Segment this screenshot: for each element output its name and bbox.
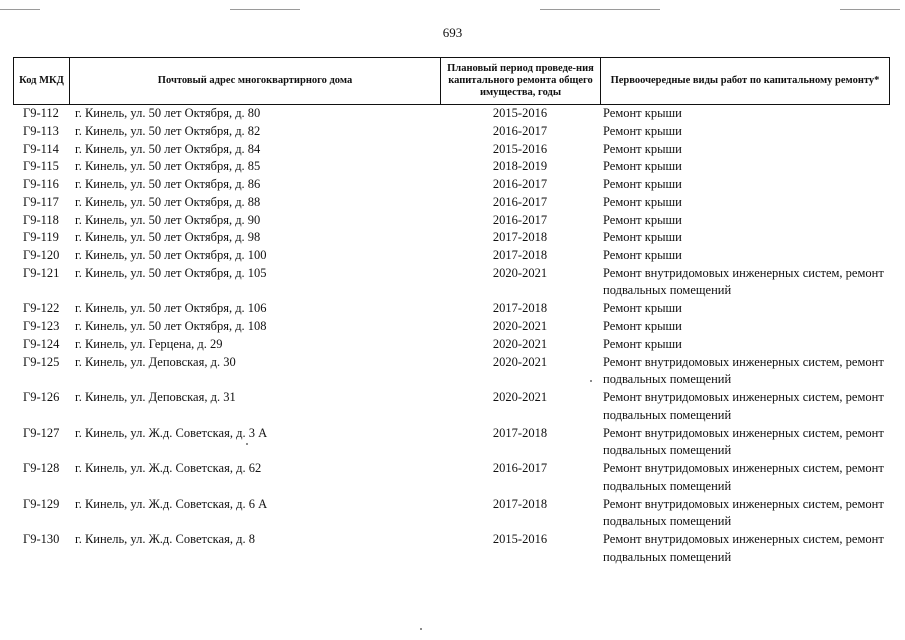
cell-code: Г9-128: [23, 461, 60, 475]
table-row: [13, 460, 890, 496]
cell-period: 2020-2021: [492, 354, 548, 369]
cell-works: Ремонт внутридомовых инженерных систем, ремонт подвальных помещений: [603, 461, 884, 493]
cell-code: Г9-113: [23, 123, 59, 138]
cell-works: Ремонт внутридомовых инженерных систем, ремонт подвальных помещений: [603, 390, 884, 422]
cell-period: 2016-2017: [492, 461, 548, 475]
scan-artifact-line: [540, 9, 660, 10]
scan-artifact-line: [230, 9, 300, 10]
scan-artifact-line: [0, 9, 40, 10]
cell-code: Г9-126: [23, 390, 60, 404]
cell-works: Ремонт крыши: [603, 248, 682, 262]
cell-address: г. Кинель, ул. 50 лет Октября, д. 106: [75, 301, 267, 316]
header-works: Первоочередные виды работ по капитальному ремонту*: [610, 75, 880, 86]
table-row: [13, 318, 890, 336]
cell-address: г. Кинель, ул. Ж.д. Советская, д. 62: [75, 461, 262, 475]
table-body: [13, 105, 890, 567]
cell-address: г. Кинель, ул. 50 лет Октября, д. 82: [75, 123, 261, 138]
table-row: [13, 247, 890, 265]
cell-period: 2020-2021: [492, 265, 548, 280]
cell-code: Г9-120: [23, 248, 60, 262]
cell-code: Г9-127: [23, 425, 60, 440]
cell-works: Ремонт крыши: [603, 159, 682, 174]
scan-speck: [246, 443, 248, 445]
cell-period: 2016-2017: [492, 177, 548, 191]
cell-code: Г9-121: [23, 265, 60, 280]
cell-code: Г9-114: [23, 141, 59, 156]
cell-period: 2020-2021: [492, 319, 548, 333]
cell-works: Ремонт крыши: [603, 319, 682, 333]
cell-code: Г9-124: [23, 336, 60, 351]
cell-address: г. Кинель, ул. Ж.д. Советская, д. 8: [75, 532, 255, 546]
cell-period: 2020-2021: [492, 390, 548, 404]
cell-works: Ремонт внутридомовых инженерных систем, ремонт подвальных помещений: [603, 532, 884, 564]
cell-works: Ремонт крыши: [603, 301, 682, 316]
cell-period: 2016-2017: [492, 212, 548, 227]
cell-period: 2017-2018: [492, 248, 548, 262]
cell-address: г. Кинель, ул. 50 лет Октября, д. 90: [75, 212, 261, 227]
cell-code: Г9-123: [23, 319, 60, 333]
cell-works: Ремонт крыши: [603, 123, 682, 138]
cell-code: Г9-116: [23, 177, 59, 191]
cell-works: Ремонт крыши: [603, 212, 682, 227]
cell-code: Г9-125: [23, 354, 60, 369]
cell-address: г. Кинель, ул. 50 лет Октября, д. 100: [75, 248, 267, 262]
table-row: [13, 158, 890, 176]
table-row: [13, 141, 890, 159]
cell-address: г. Кинель, ул. 50 лет Октября, д. 105: [75, 265, 267, 280]
cell-works: Ремонт внутридомовых инженерных систем, ремонт подвальных помещений: [603, 425, 884, 458]
cell-works: Ремонт внутридомовых инженерных систем, ремонт подвальных помещений: [603, 265, 884, 298]
cell-code: Г9-122: [23, 301, 60, 316]
page-number: 693: [442, 25, 463, 40]
cell-period: 2017-2018: [492, 230, 548, 245]
table-row: [13, 212, 890, 230]
table-row: [13, 105, 890, 123]
cell-works: Ремонт крыши: [603, 141, 682, 156]
cell-period: 2015-2016: [492, 532, 548, 546]
cell-address: г. Кинель, ул. Ж.д. Советская, д. 3 А: [75, 425, 268, 440]
cell-code: Г9-130: [23, 532, 60, 546]
cell-period: 2016-2017: [492, 123, 548, 138]
table-row: [13, 389, 890, 425]
scan-artifact-line: [840, 9, 900, 10]
table-row: [13, 194, 890, 212]
capital-repair-table: [13, 57, 890, 567]
cell-works: Ремонт внутридомовых инженерных систем, ремонт подвальных помещений: [603, 354, 884, 387]
cell-period: 2015-2016: [492, 106, 548, 120]
table-row: [13, 123, 890, 141]
cell-period: 2017-2018: [492, 425, 548, 440]
table-row: [13, 176, 890, 194]
cell-address: г. Кинель, ул. 50 лет Октября, д. 80: [75, 106, 261, 120]
cell-works: Ремонт крыши: [603, 230, 682, 245]
cell-works: Ремонт внутридомовых инженерных систем, ремонт подвальных помещений: [603, 496, 884, 529]
cell-code: Г9-129: [23, 496, 60, 511]
cell-period: 2018-2019: [492, 159, 548, 174]
cell-period: 2020-2021: [492, 336, 548, 351]
cell-address: г. Кинель, ул. Ж.д. Советская, д. 6 А: [75, 496, 268, 511]
header-address: Почтовый адрес многоквартирного дома: [70, 58, 441, 104]
table-row: [13, 496, 890, 532]
cell-code: Г9-118: [23, 212, 59, 227]
cell-period: 2015-2016: [492, 141, 548, 156]
scan-speck: [420, 628, 422, 630]
cell-address: г. Кинель, ул. 50 лет Октября, д. 98: [75, 230, 261, 245]
cell-address: г. Кинель, ул. 50 лет Октября, д. 86: [75, 177, 261, 191]
cell-address: г. Кинель, ул. 50 лет Октября, д. 84: [75, 141, 261, 156]
scan-speck: [590, 380, 592, 382]
table-row: [13, 265, 890, 301]
table-header: [13, 57, 890, 105]
cell-works: Ремонт крыши: [603, 194, 682, 209]
cell-period: 2017-2018: [492, 496, 548, 511]
cell-address: г. Кинель, ул. Деповская, д. 30: [75, 354, 236, 369]
cell-code: Г9-119: [23, 230, 59, 245]
cell-works: Ремонт крыши: [603, 106, 682, 120]
cell-code: Г9-112: [23, 106, 59, 120]
cell-code: Г9-117: [23, 194, 59, 209]
table-row: [13, 336, 890, 354]
table-row: [13, 354, 890, 390]
cell-address: г. Кинель, ул. Деповская, д. 31: [75, 390, 236, 404]
cell-address: г. Кинель, ул. 50 лет Октября, д. 88: [75, 194, 261, 209]
table-row: [13, 531, 890, 567]
cell-period: 2017-2018: [492, 301, 548, 316]
cell-address: г. Кинель, ул. Герцена, д. 29: [75, 336, 223, 351]
cell-code: Г9-115: [23, 159, 59, 174]
cell-works: Ремонт крыши: [603, 336, 682, 351]
cell-address: г. Кинель, ул. 50 лет Октября, д. 85: [75, 159, 261, 174]
table-row: [13, 425, 890, 461]
header-period: Плановый период проведе-ния капитального ремонта общего имущества, годы: [441, 58, 601, 104]
header-code: Код МКД: [14, 58, 70, 104]
cell-address: г. Кинель, ул. 50 лет Октября, д. 108: [75, 319, 267, 333]
table-row: [13, 229, 890, 247]
cell-period: 2016-2017: [492, 194, 548, 209]
table-row: [13, 300, 890, 318]
cell-works: Ремонт крыши: [603, 177, 682, 191]
